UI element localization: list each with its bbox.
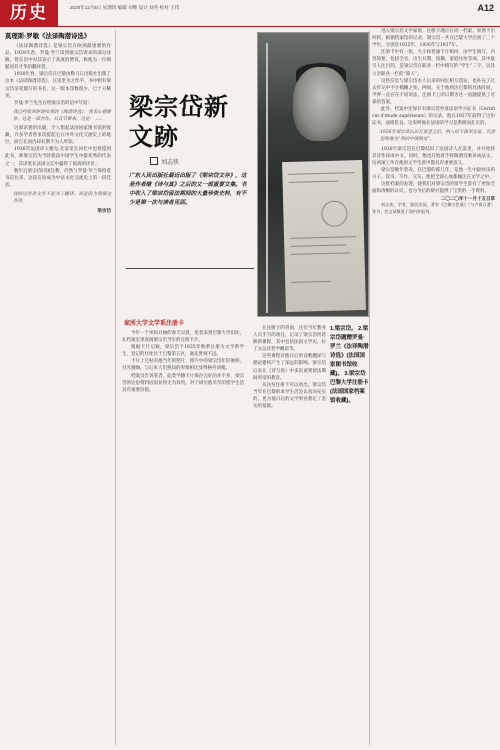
left-paragraph: 数年后梁宗岱回国任教，仍然与罗曼·罗兰保持着书信往来，这段友谊成为中法文化交流史上的一段佳话。 <box>5 168 111 188</box>
column2-subhead: 家所大学文学系注册卡 <box>124 321 185 327</box>
cert-seal-icon <box>321 200 348 227</box>
right-quote: 1926年梁宗岱认识瓦雷里之后，两人结下深厚友谊，瓦雷里称他为“我的中国朋友”。 <box>380 130 495 143</box>
photo-frame-line <box>266 43 268 313</box>
left-quote-block: 我已经收到你寄给我的《陶潜诗选》，我衷心感谢你，这是一部杰作。从音节看来，这是：…… <box>13 109 111 122</box>
right-paragraph: 进入梁宗岱文学家谱，注册卡理应在同一档案，果然不出所料。根据档案馆的记录，梁宗岱一共在巴黎大学注册了三个学年，分别是1925年、1926年与1927年。 <box>372 29 495 49</box>
right-paragraph: 这些信息与梁宗岱本人后来的回忆相互印证，也补充了过去传记中不少模糊之处。例如，关于他到达巴黎的具体时间，学界一直存在不同说法，注册卡上的日期为这一问题提供了可靠的答案。 <box>372 78 495 105</box>
left-headline: 莫理斯·罗歇《法译陶潜诗选》 <box>5 33 91 40</box>
cert-line <box>290 252 350 255</box>
column3-paragraph: 在注册卡的背面，还有当年教务人员手写的备注，记录了梁宗岱所选修的课程，其中包括法国文学史、拉丁文以及哲学概论等。 <box>253 326 326 353</box>
column2-article <box>122 330 244 750</box>
column-divider <box>369 30 370 745</box>
column2-paragraph: 卡片上还贴有他当年的照片，照片中的梁宗岱年轻俊朗，目光炯炯，与后来人们熟知的形象相比显得格外清瘦。 <box>122 359 244 372</box>
cert-line <box>289 181 339 183</box>
column2-paragraph: 档案员告诉笔者，此类学籍卡片保存完好的并不多，梁宗岱的这份资料因而显得尤为珍贵，对于研究他早年的留学生活具有重要价值。 <box>122 373 244 393</box>
left-paragraph: 《法译陶潜诗选》是梁宗岱在欧洲最重要的作品，1929年春，罗曼·罗兰读到梁宗岱寄来的部分译稿，曾在信中对其表示了高度的赞赏，称他为一位细腻而有才华的翻译者。 <box>5 44 111 71</box>
intro-rule <box>126 268 254 269</box>
right-article <box>372 28 495 744</box>
column-divider <box>115 30 116 745</box>
feature-intro: 广东人民出版社最近出版了《梁宗岱文存》，这是作者继《诗与真》之后的又一部重要文集。书中收入了梁宗岱留法期间的大量珍贵史料，有不少是第一次与读者见面。 <box>129 173 247 206</box>
left-paragraph: 1936年法国诗人雅克·瓦雷里在回忆中也曾提到此书，称梁宗岱为当时旅法中国学生中最优秀的代表之一，其译笔在法国文坛中赢得了很高的评价。 <box>5 147 111 167</box>
column2-paragraph: 今年一个风和日丽的春天早晨，笔者来到巴黎大学旧址，在档案室里查阅梁宗岱当年的注册卡片。 <box>122 331 244 344</box>
left-signoff: 梁宗岱 <box>97 208 111 214</box>
left-paragraph: 罗曼·罗兰先生在给梁宗岱的信中写道： <box>14 100 92 106</box>
feature-byline <box>150 157 179 166</box>
right-paragraph: 此外，档案中还保存有梁宗岱申请法语学习证书（Certificat d'étude supérieure）的记录，他在1927年取得了这份证书，成绩优良。这说明他在法国的学习是系统而扎实的。 <box>372 107 495 127</box>
right-paragraph: 梁宗岱晚年曾说，在巴黎的那几年，是他一生中最快乐的日子。读书、写作、交友，他把全部心血都倾注在文学之中。 <box>372 167 495 180</box>
column2-paragraph: 根据卡片记载，梁宗岱于1925年秋季注册为文学系学生，登记的住址位于巴黎第五区，离先贤祠不远。 <box>122 345 244 358</box>
portrait-image <box>293 67 349 141</box>
header-meta: 2020年11月5日 星期四 编辑 刘继 设计 刘英 校对 王伟 <box>70 5 180 10</box>
section-tag: 历史 <box>0 0 58 26</box>
feature-title: 梁宗岱新文跡 <box>129 92 229 151</box>
feature-photo <box>257 32 369 317</box>
cert-line <box>288 172 354 175</box>
feature-author: 刘志侠 <box>161 159 180 166</box>
left-paragraph: 1930年春，梁宗岱在巴黎由勒马日出版社出版了这本《法译陶潜诗选》，瓦雷里为之作序。书中附有梁宗岱亲笔题写的书名，这一版本印数很少，已十分稀见。 <box>5 72 111 99</box>
page-number: A12 <box>477 3 494 13</box>
header-rule <box>0 26 500 27</box>
photo-caption: 1.梁宗岱。 2.梁宗岱题赠罗曼·罗兰《法译陶潜诗选》(法国国家图书馆收藏)。 3.梁宗岱巴黎大学注册卡(法国国家档案馆收藏)。 <box>330 326 369 404</box>
column3-paragraph: 从这份注册卡可以看出，梁宗岱当年在巴黎的求学生活是认真而充实的，也为他日后的文学事业奠定了坚实的基础。 <box>253 382 326 410</box>
cert-line <box>290 236 356 239</box>
certificate-image <box>282 160 366 312</box>
right-closing: 这批档案的发现，使我们对梁宗岱的留学生涯有了更加全面和清晰的认识，也为今后的研究提供了宝贵的一手资料。 <box>372 181 495 195</box>
page-header <box>0 0 500 26</box>
left-quote: 我的这些译文并不是为了翻译，而是因为我爱这些诗。 <box>13 191 111 204</box>
cert-line <box>290 244 346 246</box>
column3-paragraph: 这些课程对他日后的诗歌翻译与理论建构产生了深远的影响。梁宗岱后来在《诗与真》中多次谈到留法期间所受的教育。 <box>253 354 326 381</box>
right-paragraph: 1926年梁宗岱在巴黎结识了法国诗人瓦雷里，并开始将其诗作译成中文。同时，他也开始着手将陶潜诗歌译成法文，这两项工作在他的文学生涯中都具有重要意义。 <box>372 146 495 166</box>
right-paragraph: 注册卡中有一张，大小和普通卡片相同，由学生填写，内容简要，包括全名、出生日期、国籍、家庭住址等项。其中最引人注目的，是梁宗岱在职业一栏中填写的“学生”二字，以及父亲职业一栏的“商人”。 <box>372 50 495 77</box>
author-footnote: 刘志侠，学者，旅居法国，著有《巴黎五色笔》（与卢岚合著）等书；其文章散见于海内外报刊。 <box>372 202 495 214</box>
left-paragraph: 这部译著的出版，令人想起法国国家图书馆的收藏，许多学者曾多次提起它在中外文化交流史上的地位，而它在国内却长期不为人所知。 <box>5 126 111 146</box>
cert-line <box>291 281 331 283</box>
right-date: 二〇二〇年十一月十五日草 <box>441 196 495 202</box>
column3-article <box>253 325 326 745</box>
left-article <box>5 32 111 742</box>
byline-box-icon <box>150 157 158 165</box>
